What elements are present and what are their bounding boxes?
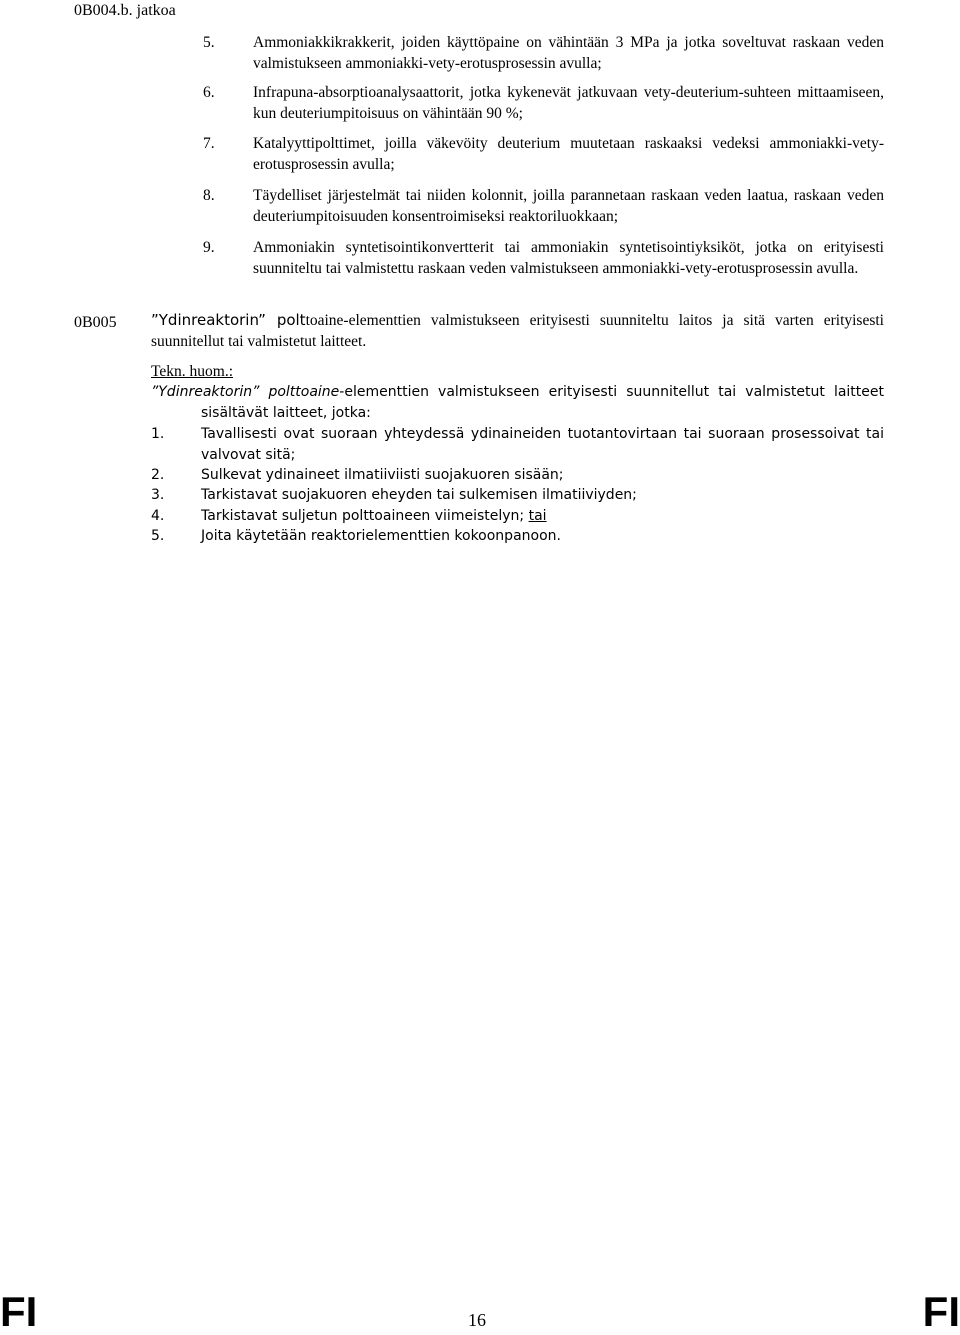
item-number: 5. xyxy=(151,528,165,544)
item-number: 2. xyxy=(151,467,165,483)
item-text: Joita käytetään reaktorielementtien kokoonpanoon. xyxy=(201,528,561,544)
item-number: 7. xyxy=(203,135,215,152)
item-text: Tarkistavat suojakuoren eheyden tai sulkemisen ilmatiiviyden; xyxy=(201,487,637,503)
footer-language-right: FI xyxy=(922,1288,960,1335)
item-suffix: tai xyxy=(528,508,547,524)
page-number: 16 xyxy=(468,1310,486,1330)
item-text: Infrapuna-absorptioanalysaattorit, jotka kykenevät jatkuvaan vety-deuterium-suhteen mittaamiseen, kun deuteriumpitoisuus on vähintään 90 %; xyxy=(253,84,884,122)
footer-language-left: FI xyxy=(0,1288,38,1335)
item-text-main: Tarkistavat suljetun polttoaineen viimeistelyn; xyxy=(201,508,525,524)
item-text: Tavallisesti ovat suoraan yhteydessä ydinaineiden tuotantovirtaan tai suoraan prosessoivat tai valvovat sitä; xyxy=(201,426,884,463)
item-text: Ammoniakin syntetisointikonvertterit tai ammoniakin syntetisointiyksiköt, jotka on erityisesti suunniteltu tai valmistettu raskaan veden valmistukseen ammoniakki-vety-erotusprosessin avulla. xyxy=(253,239,884,277)
entry-code: 0B005 xyxy=(74,314,117,331)
entry-text-rest: toaine-elementtien valmistukseen erityisesti suunniteltu laitos ja sitä varten erityisesti suunnitellut tai valmistetut laitteet. xyxy=(151,312,884,350)
item-number: 4. xyxy=(151,508,165,524)
entry-text xyxy=(151,310,884,352)
entry-term: ”Ydinreaktorin” polt xyxy=(151,311,306,329)
technical-note-term: ”Ydinreaktorin” polttoaine xyxy=(151,384,340,400)
item-text: Sulkevat ydinaineet ilmatiiviisti suojakuoren sisään; xyxy=(201,467,564,483)
item-text xyxy=(201,506,884,527)
item-text: Täydelliset järjestelmät tai niiden kolonnit, joilla parannetaan raskaan veden laatua, raskaan veden deuteriumpitoisuuden konsentroimiseksi reaktoriluokkaan; xyxy=(253,187,884,225)
item-number: 3. xyxy=(151,487,165,503)
technical-note-intro xyxy=(151,382,884,423)
item-text: Katalyyttipolttimet, joilla väkevöity deuterium muutetaan raskaaksi vedeksi ammoniakki-vety-erotusprosessin avulla; xyxy=(253,135,884,173)
item-number: 5. xyxy=(203,34,215,51)
technical-note-intro-rest: -elementtien valmistukseen erityisesti suunnitellut tai valmistetut laitteet sisältävät laitteet, jotka: xyxy=(201,384,884,421)
item-number: 6. xyxy=(203,84,215,101)
technical-note-heading: Tekn. huom.: xyxy=(151,363,234,380)
item-number: 8. xyxy=(203,187,215,204)
item-number: 9. xyxy=(203,239,215,256)
continuation-label: 0B004.b. jatkoa xyxy=(74,2,176,19)
item-number: 1. xyxy=(151,426,165,442)
item-text: Ammoniakkikrakkerit, joiden käyttöpaine on vähintään 3 MPa ja jotka soveltuvat raskaan veden valmistukseen ammoniakki-vety-erotusprosessin avulla; xyxy=(253,34,884,72)
